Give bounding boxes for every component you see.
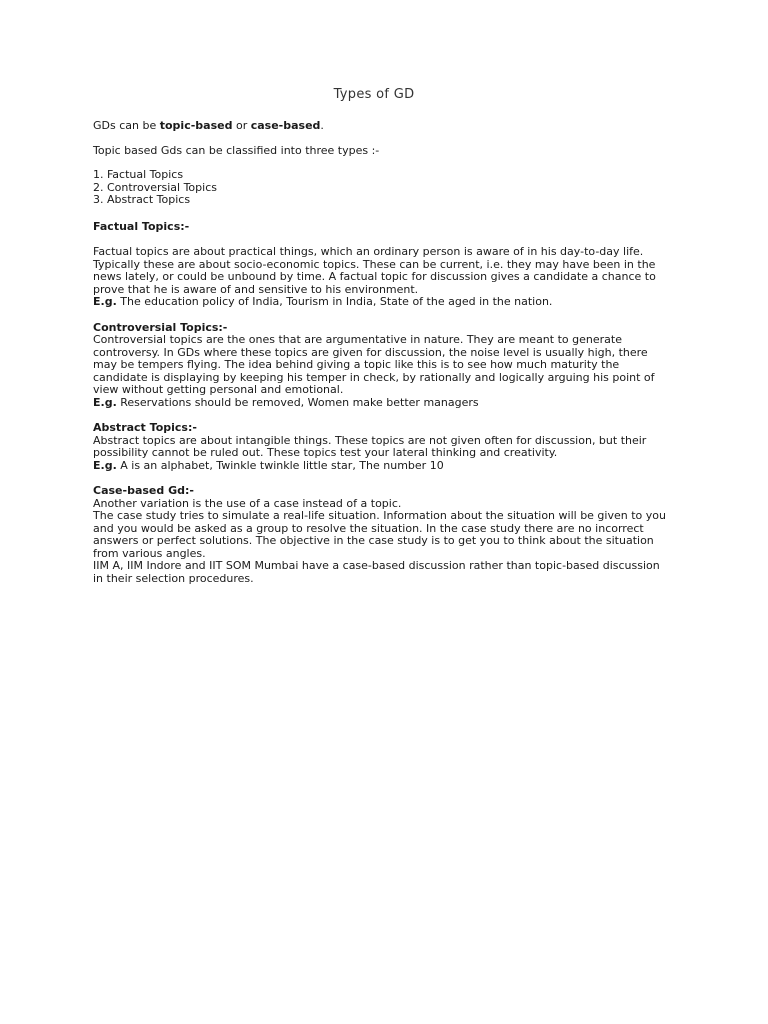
factual-heading: Factual Topics:- xyxy=(93,219,190,233)
intro-suffix: . xyxy=(320,119,324,132)
abstract-line: Abstract topics are about intangible things. These topics are not given often for discussion, but their xyxy=(93,433,647,447)
casebased-line: Another variation is the use of a case instead of a topic. xyxy=(93,496,402,510)
intro-bold-case: case-based xyxy=(250,119,321,132)
eg-text: The education policy of India, Tourism in India, State of the aged in the nation. xyxy=(116,295,553,308)
eg-label: E.g. xyxy=(93,295,117,308)
controversial-line: candidate is displaying by keeping his temper in check, by rationally and logically arguing his point of xyxy=(93,370,655,384)
casebased-line: from various angles. xyxy=(93,546,206,560)
intro-middle: or xyxy=(232,119,251,132)
controversial-example xyxy=(93,397,683,410)
controversial-line: view without getting personal and emotional. xyxy=(93,383,344,396)
page-title: Types of GD xyxy=(333,87,415,102)
intro-prefix: GDs can be xyxy=(93,119,160,132)
factual-line: news lately, or could be unbound by time. A factual topic for discussion gives a candidate a chance to xyxy=(93,270,656,283)
casebased-line: answers or perfect solutions. The objective in the case study is to get you to think about the situation xyxy=(93,534,654,547)
controversial-line: Controversial topics are the ones that are argumentative in nature. They are meant to generate xyxy=(93,333,622,346)
abstract-line: possibility cannot be ruled out. These topics test your lateral thinking and creativity. xyxy=(93,446,558,459)
classification-line: Topic based Gds can be classified into three types :- xyxy=(93,143,380,157)
casebased-heading: Case-based Gd:- xyxy=(93,484,194,497)
casebased-line: The case study tries to simulate a real-life situation. Information about the situation will be given to you xyxy=(93,509,666,522)
casebased-line: IIM A, IIM Indore and IIT SOM Mumbai have a case-based discussion rather than topic-based discussion xyxy=(93,559,660,572)
abstract-example xyxy=(93,460,683,473)
list-item: 2. Controversial Topics xyxy=(93,180,217,194)
controversial-line: controversy. In GDs where these topics are given for discussion, the noise level is usually high, there xyxy=(93,345,648,359)
intro-bold-topic: topic-based xyxy=(159,119,233,132)
factual-line: Typically these are about socio-economic topics. These can be current, i.e. they may have been in the xyxy=(93,257,656,271)
eg-label: E.g. xyxy=(93,395,117,409)
list-item: 3. Abstract Topics xyxy=(93,193,191,206)
list-item: 1. Factual Topics xyxy=(93,168,184,181)
abstract-heading: Abstract Topics:- xyxy=(93,421,197,434)
eg-label: E.g. xyxy=(93,458,117,472)
eg-text: A is an alphabet, Twinkle twinkle little star, The number 10 xyxy=(116,458,444,472)
casebased-line: in their selection procedures. xyxy=(93,571,254,585)
factual-line: Factual topics are about practical things, which an ordinary person is aware of in his day-to-day life. xyxy=(93,245,644,258)
document-page xyxy=(93,86,683,585)
factual-example xyxy=(93,296,683,309)
eg-text: Reservations should be removed, Women make better managers xyxy=(116,395,479,409)
types-list xyxy=(93,169,683,207)
casebased-line: and you would be asked as a group to resolve the situation. In the case study there are no incorrect xyxy=(93,521,644,535)
controversial-line: may be tempers flying. The idea behind giving a topic like this is to see how much maturity the xyxy=(93,358,620,371)
factual-line: prove that he is aware of and sensitive to his environment. xyxy=(93,282,419,296)
intro-line xyxy=(93,120,683,133)
controversial-heading: Controversial Topics:- xyxy=(93,320,228,334)
